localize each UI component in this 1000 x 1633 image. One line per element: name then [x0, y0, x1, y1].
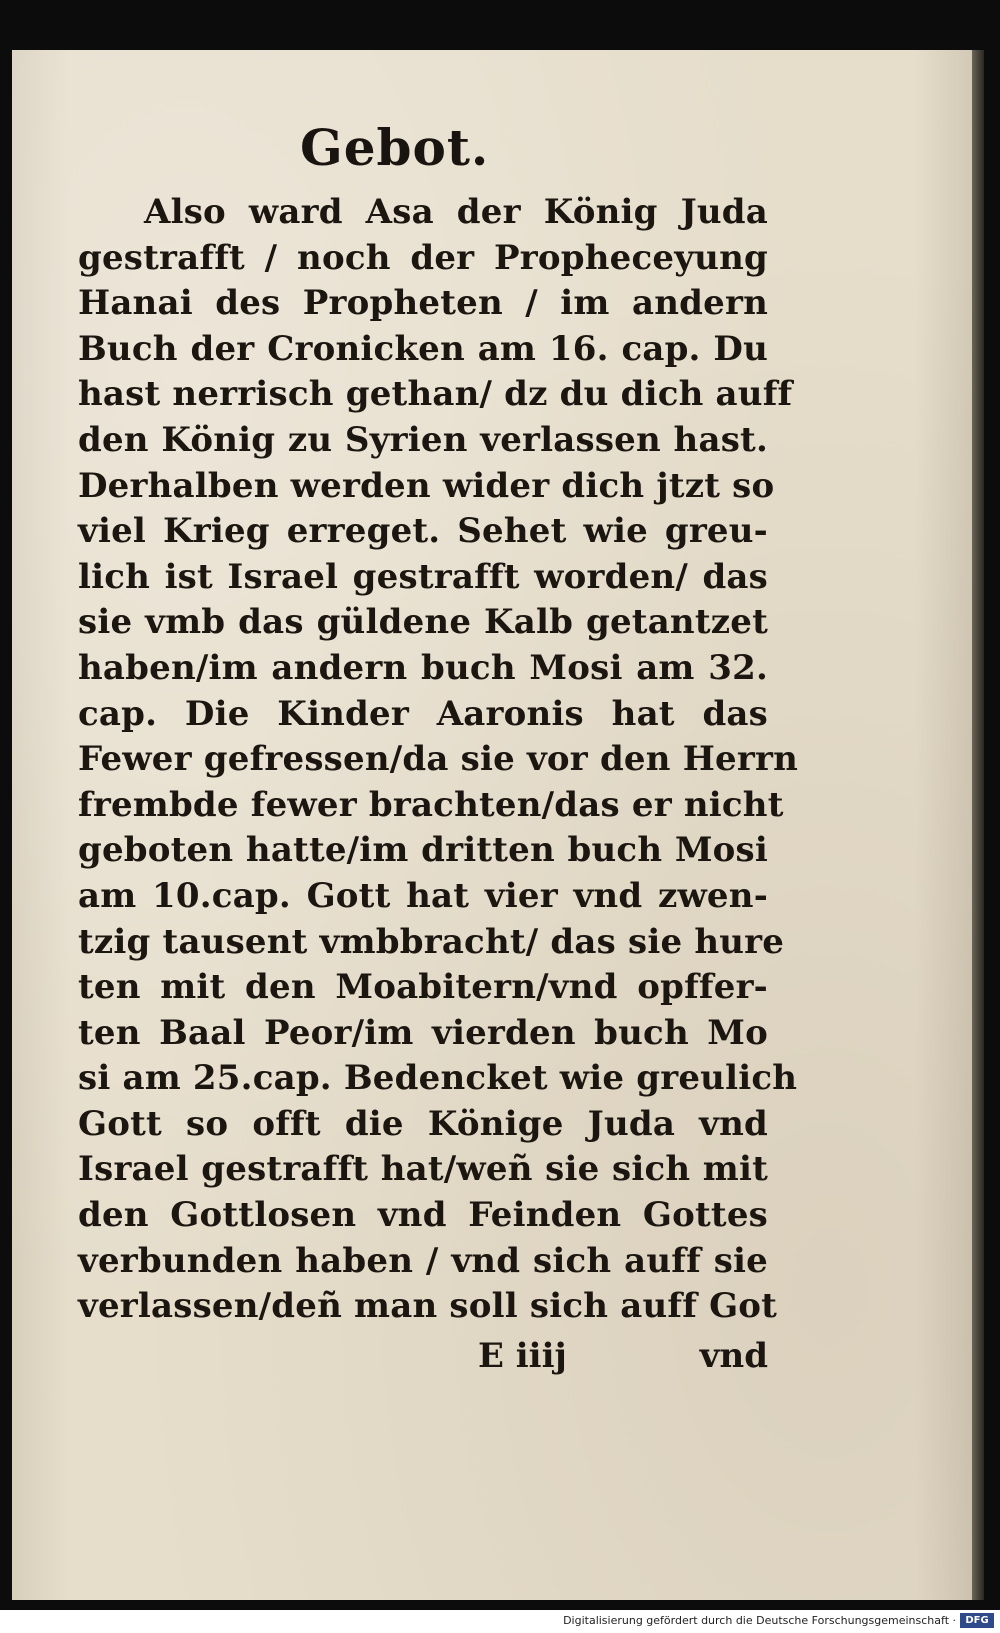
text-line: Also ward Asa der König Juda: [144, 192, 768, 232]
text-line: Gott so offt die Könige Juda vnd: [78, 1103, 768, 1144]
text-line: Israel gestrafft hat/weñ sie sich mit: [78, 1149, 768, 1190]
text-line: lich ist Israel gestrafft worden/ das: [78, 556, 768, 597]
page-footer-catchwords: [478, 1336, 768, 1386]
text-line: frembde fewer brachten/das er nicht: [78, 784, 784, 825]
text-line: si am 25.cap. Bedencket wie greulich: [78, 1058, 798, 1099]
text-line: geboten hatte/im dritten buch Mosi: [78, 830, 768, 871]
dfg-logo-icon: DFG: [960, 1613, 994, 1628]
text-line: haben/im andern buch Mosi am 32.: [78, 647, 768, 688]
text-line: ten mit den Moabitern/vnd opffer-: [78, 967, 768, 1008]
signature-mark: E iiij: [478, 1336, 567, 1376]
text-line: tzig tausent vmbbracht/ das sie hure: [78, 921, 785, 962]
text-line: viel Krieg erreget. Sehet wie greu-: [78, 511, 768, 552]
text-line: ten Baal Peor/im vierden buch Mo: [78, 1012, 768, 1053]
text-line: Fewer gefressen/da sie vor den Herrn: [78, 739, 799, 780]
text-line: sie vmb das güldene Kalb getantzet: [78, 602, 768, 643]
text-line: verlassen/deñ man soll sich auff Got: [78, 1286, 778, 1327]
digitization-footer: [0, 1610, 1000, 1633]
footer-credit: Digitalisierung gefördert durch die Deutsche Forschungsgemeinschaft ·: [563, 1614, 956, 1627]
text-line: hast nerrisch gethan/ dz du dich auff: [78, 374, 793, 415]
text-line: verbunden haben / vnd sich auff sie: [78, 1240, 768, 1281]
text-line: cap. Die Kinder Aaronis hat das: [78, 693, 768, 734]
text-line: Buch der Cronicken am 16. cap. Du: [78, 328, 768, 369]
text-line: gestrafft / noch der Propheceyung: [78, 237, 768, 278]
text-block: [78, 190, 799, 1330]
catchword: vnd: [699, 1336, 768, 1376]
text-line: am 10.cap. Gott hat vier vnd zwen-: [78, 875, 768, 916]
text-line: den König zu Syrien verlassen hast.: [78, 419, 768, 460]
text-line: den Gottlosen vnd Feinden Gottes: [78, 1195, 768, 1236]
text-line: Hanai des Propheten / im andern: [78, 283, 768, 324]
running-head: Gebot.: [300, 118, 490, 177]
page-edge-shadow: [972, 50, 984, 1600]
text-line: Derhalben werden wider dich jtzt so: [78, 465, 775, 506]
